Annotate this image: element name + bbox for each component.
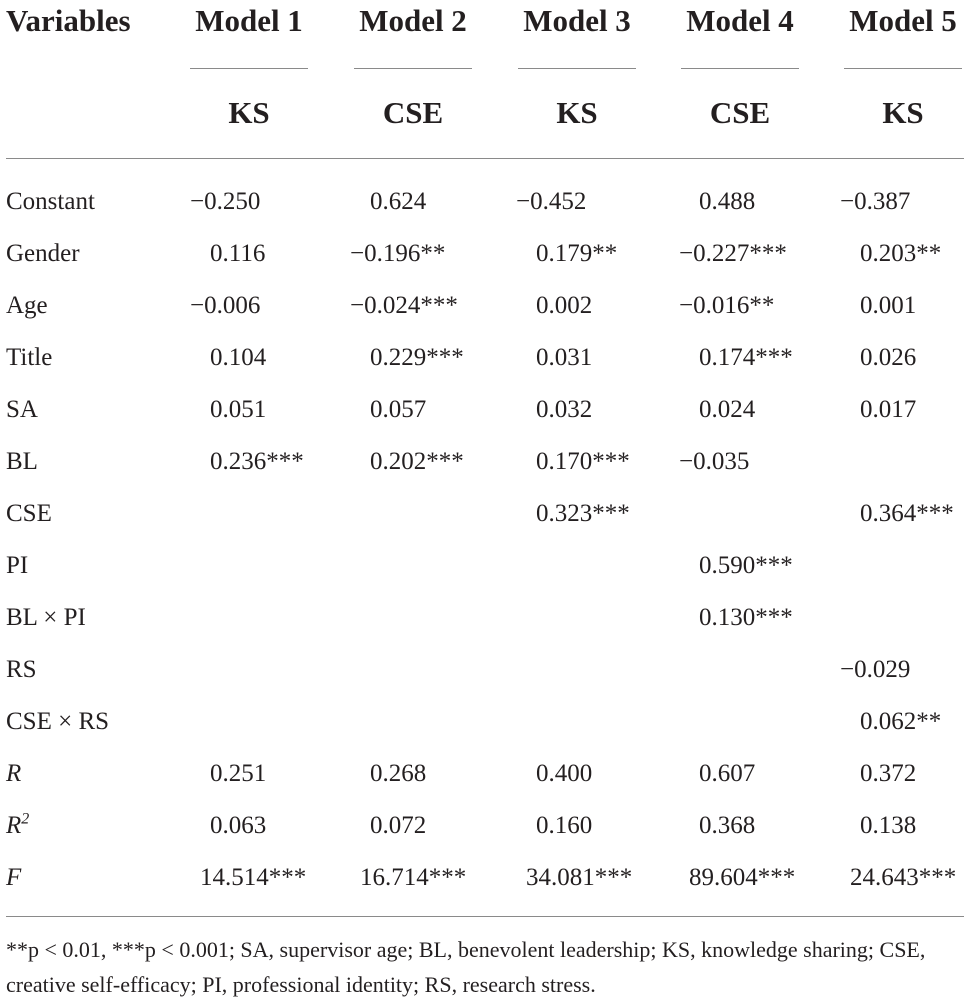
row-label: $R^2$ [6, 810, 30, 839]
table-cell: 0.026 [860, 344, 917, 371]
table-cell: 16.714*** [360, 864, 467, 891]
row-label: CSE [6, 500, 52, 527]
table-cell: −0.016** [679, 292, 775, 319]
model-3-rule [518, 68, 636, 69]
table-cell: 0.174*** [699, 344, 793, 371]
model-2-title: Model 2 [359, 3, 467, 38]
row-label: RS [6, 656, 37, 683]
model-3-title: Model 3 [523, 3, 631, 38]
row-label: CSE × RS [6, 708, 110, 735]
table-cell: 0.624 [370, 188, 427, 215]
table-row [0, 384, 970, 436]
table-cell: 0.236*** [210, 448, 304, 475]
model-3-dependent-variable: KS [556, 95, 598, 130]
table-cell: 0.400 [536, 760, 593, 787]
table-cell: 0.268 [370, 760, 427, 787]
table-cell: 0.001 [860, 292, 917, 319]
table-row [0, 228, 970, 280]
table-cell: 0.203** [860, 240, 942, 267]
table-cell: 0.104 [210, 344, 267, 371]
row-label: F [6, 864, 22, 891]
variables-header: Variables [6, 3, 131, 38]
row-label: Constant [6, 188, 95, 215]
table-cell: 0.368 [699, 812, 756, 839]
table-cell: 0.590*** [699, 552, 793, 579]
table-cell: 0.051 [210, 396, 267, 423]
row-label: Title [6, 344, 53, 371]
table-cell: 0.057 [370, 396, 427, 423]
model-1-rule [190, 68, 308, 69]
table-cell: 34.081*** [526, 864, 633, 891]
model-4-title: Model 4 [686, 3, 794, 38]
table-cell: 0.116 [210, 240, 266, 267]
table-cell: 0.002 [536, 292, 593, 319]
table-cell: 0.607 [699, 760, 756, 787]
table-cell: −0.029 [840, 656, 911, 683]
row-label: Age [6, 292, 48, 319]
table-cell: 0.179** [536, 240, 618, 267]
model-4-dependent-variable: CSE [709, 95, 771, 130]
model-2-rule [354, 68, 472, 69]
table-row [0, 280, 970, 332]
table-row [0, 332, 970, 384]
table-note: **p < 0.01, ***p < 0.001; SA, supervisor age; BL, benevolent leadership; KS, knowledge sharing; CSE, creative self-efficacy; PI, professional identity; RS, research stress. [6, 937, 926, 997]
table-row [0, 540, 970, 592]
table-row [0, 592, 970, 644]
table-row [0, 176, 970, 228]
table-cell: −0.196** [350, 240, 446, 267]
table-row [0, 488, 970, 540]
row-label: Gender [6, 240, 80, 267]
table-row [0, 800, 970, 852]
table-row [0, 748, 970, 800]
table-row [0, 852, 970, 904]
table-cell: 0.031 [536, 344, 593, 371]
table-cell: 0.202*** [370, 448, 464, 475]
table-cell: 0.323*** [536, 500, 630, 527]
model-5-rule [844, 68, 962, 69]
table-cell: 24.643*** [850, 864, 957, 891]
table-cell: −0.227*** [679, 240, 787, 267]
row-label: PI [6, 552, 29, 579]
table-row [0, 644, 970, 696]
table-cell: 0.130*** [699, 604, 793, 631]
model-2-dependent-variable: CSE [382, 95, 444, 130]
table-cell: −0.387 [840, 188, 911, 215]
table-cell: 0.160 [536, 812, 593, 839]
model-5-dependent-variable: KS [882, 95, 924, 130]
table-bottom-rule [6, 916, 964, 917]
row-label: BL [6, 448, 38, 475]
table-cell: 14.514*** [200, 864, 307, 891]
table-cell: 0.229*** [370, 344, 464, 371]
table-cell: 0.251 [210, 760, 267, 787]
table-row [0, 696, 970, 748]
table-cell: 0.062** [860, 708, 942, 735]
table-cell: 0.488 [699, 188, 756, 215]
table-cell: −0.006 [190, 292, 261, 319]
table-cell: 0.364*** [860, 500, 954, 527]
model-5-title: Model 5 [849, 3, 957, 38]
row-label: BL × PI [6, 604, 86, 631]
row-label: R [6, 760, 22, 787]
table-cell: −0.452 [516, 188, 587, 215]
table-cell: 0.072 [370, 812, 427, 839]
table-cell: 0.017 [860, 396, 917, 423]
table-cell: −0.250 [190, 188, 261, 215]
model-1-dependent-variable: KS [228, 95, 270, 130]
table-cell: 0.024 [699, 396, 756, 423]
table-cell: 0.372 [860, 760, 917, 787]
table-cell: −0.024*** [350, 292, 458, 319]
header-bottom-rule [6, 158, 964, 159]
row-label-superscript: 2 [21, 810, 30, 828]
table-cell: 89.604*** [689, 864, 796, 891]
table-cell: 0.063 [210, 812, 267, 839]
table-cell: 0.138 [860, 812, 917, 839]
table-row [0, 436, 970, 488]
table-cell: 0.032 [536, 396, 593, 423]
model-4-rule [681, 68, 799, 69]
model-1-title: Model 1 [195, 3, 303, 38]
table-cell: 0.170*** [536, 448, 630, 475]
row-label: SA [6, 396, 38, 423]
table-cell: −0.035 [679, 448, 750, 475]
